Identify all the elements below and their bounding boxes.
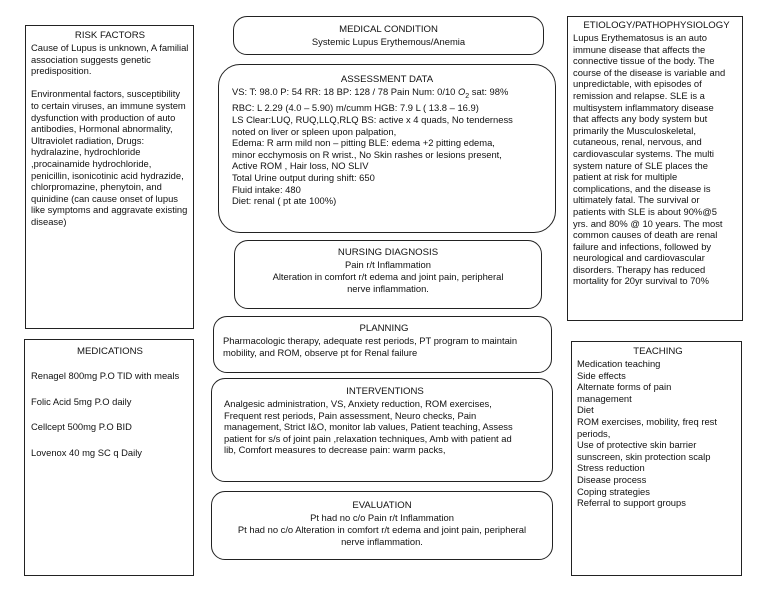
teaching-line: Medication teaching (577, 358, 661, 369)
etiology-line: patients with SLE is about 90%@5 (573, 205, 717, 217)
assessment-line: Edema: R arm mild non – pitting BLE: edema +2 pitting edema, (232, 137, 495, 149)
interventions-box (211, 378, 553, 482)
medical-condition-title: MEDICAL CONDITION (339, 24, 438, 35)
teaching-line: Referral to support groups (577, 497, 686, 509)
etiology-line: that affects any body system but (573, 113, 708, 125)
assessment-line: Total Urine output during shift: 650 (232, 172, 375, 184)
etiology-line: failure and infections, followed by (573, 240, 712, 252)
planning-title: PLANNING (359, 323, 409, 334)
medication-item: Cellcept 500mg P.O BID (31, 421, 132, 433)
teaching-title: TEACHING (633, 346, 683, 357)
etiology-line: connective tissue of the body. The (573, 55, 715, 67)
evaluation-line2: Pt had no c/o Alteration in comfort r/t edema and joint pain, peripheral (237, 523, 527, 535)
etiology-line: Lupus Erythematosus is an auto (573, 32, 707, 43)
etiology-line: patient at risk for multiple (573, 171, 678, 183)
medication-item: Lovenox 40 mg SC q Daily (31, 446, 142, 458)
risk-factors-box (25, 25, 194, 329)
teaching-box (571, 341, 742, 576)
teaching-line: Side effects (577, 369, 626, 381)
etiology-line: unpredictable, with episodes of (573, 78, 702, 90)
teaching-line: Stress reduction (577, 462, 645, 474)
etiology-line: disorders. Therapy has reduced (573, 263, 706, 275)
interventions-line: patient for s/s of joint pain ,relaxation techniques, Amb with patient ad (224, 432, 512, 444)
interventions-line: Analgesic administration, VS, Anxiety reduction, ROM exercises, (224, 398, 492, 409)
nursing-diagnosis-line3: nerve inflammation. (347, 282, 429, 294)
assessment-box (218, 64, 556, 233)
risk-factors-para2: Environmental factors, susceptibility to certain viruses, an immune system dysfunction with production of auto antibodies, Hormonal abnormality, Ultraviolet radiation, Drugs: hydralazine, hydrochloride ,procainamide hydrochloride, penicillin, isonicotinic acid hydrazide, chlorpromazine, phenytoin, and quinidine (can cause onset of lupus like symptoms and aggravate existing disease) (31, 88, 188, 227)
evaluation-box (211, 491, 553, 560)
assessment-line: Active ROM , Hair loss, NO SLIV (232, 160, 369, 172)
medical-condition-value: Systemic Lupus Erythemous/Anemia (311, 36, 466, 47)
assessment-line: LS Clear:LUQ, RUQ,LLQ,RLQ BS: active x 4 quads, No tenderness (232, 114, 513, 126)
etiology-line: yrs. and 80% @ 10 years. The most (573, 217, 723, 229)
etiology-title: ETIOLOGY/PATHOPHYSIOLOGY (583, 20, 730, 31)
etiology-line: multisystem inflammatory disease (573, 101, 714, 113)
assessment-line: Diet: renal ( pt ate 100%) (232, 195, 337, 207)
teaching-line: ROM exercises, mobility, freq rest (577, 415, 717, 427)
planning-line: mobility, and ROM, observe pt for Renal failure (223, 346, 418, 358)
assessment-line: minor ecchymosis on R wrist., No Skin rashes or lesions present, (232, 148, 502, 160)
interventions-line: lib, Comfort measures to decrease pain: warm packs, (224, 444, 446, 456)
etiology-line: primarily the Musculoskeletal, (573, 124, 696, 136)
evaluation-title: EVALUATION (352, 500, 412, 511)
interventions-line: management, Strict I&O, monitor lab values, Patient teaching, Assess (224, 421, 513, 433)
medications-box (24, 339, 194, 576)
assessment-line: RBC: L 2.29 (4.0 – 5.90) m/cumm HGB: 7.9 L ( 13.8 – 16.9) (232, 102, 479, 114)
etiology-line: cardiovascular systems. The multi (573, 147, 715, 159)
risk-factors-para1: Cause of Lupus is unknown, A familial association suggests genetic predisposition. (31, 42, 189, 77)
etiology-line: ultimately fatal. The survival or (573, 194, 700, 206)
interventions-title: INTERVENTIONS (346, 386, 424, 397)
etiology-line: remission and relapse. SLE is a (573, 89, 705, 101)
interventions-line: Frequent rest periods, Pain assessment, Neuro checks, Pain (224, 409, 477, 421)
teaching-line: Alternate forms of pain (577, 381, 672, 393)
medication-item: Renagel 800mg P.O TID with meals (31, 370, 180, 381)
medical-condition-box (233, 16, 544, 55)
medications-title: MEDICATIONS (77, 346, 143, 357)
assessment-line: Fluid intake: 480 (232, 183, 301, 195)
assessment-title: ASSESSMENT DATA (340, 74, 434, 85)
teaching-line: Disease process (577, 473, 647, 485)
teaching-line: periods, (577, 427, 611, 439)
teaching-line: Diet (577, 404, 594, 416)
evaluation-line3: nerve inflammation. (341, 535, 423, 547)
etiology-line: course of the disease is variable and (573, 66, 726, 78)
etiology-line: mortality for 20yr survival to 70% (573, 275, 709, 287)
risk-factors-title: RISK FACTORS (74, 30, 146, 41)
etiology-box (567, 16, 743, 321)
nursing-diagnosis-title: NURSING DIAGNOSIS (337, 247, 439, 258)
etiology-line: neurological and cardiovascular (573, 252, 705, 264)
teaching-line: sunscreen, skin protection scalp (577, 450, 711, 462)
etiology-line: immune disease that affects the (573, 43, 706, 55)
teaching-line: Coping strategies (577, 485, 650, 497)
etiology-line: system nature of SLE places the (573, 159, 708, 171)
etiology-line: common causes of death are renal (573, 229, 718, 241)
etiology-line: complications, and the disease is (573, 182, 711, 194)
nursing-diagnosis-line1: Pain r/t Inflammation (345, 259, 431, 270)
medication-item: Folic Acid 5mg P.O daily (31, 395, 132, 407)
nursing-diagnosis-line2: Alteration in comfort r/t edema and joint pain, peripheral (272, 270, 504, 282)
assessment-data (232, 86, 555, 207)
assessment-vs-line: VS: T: 98.0 P: 54 RR: 18 BP: 128 / 78 Pain Num: 0/10 $O_2$ sat: 98% (232, 86, 509, 100)
teaching-line: management (577, 392, 632, 404)
etiology-line: cutaneous, renal, nervous, and (573, 136, 702, 148)
assessment-line: noted on liver or spleen upon palpation, (232, 125, 397, 137)
teaching-line: Use of protective skin barrier (577, 439, 697, 451)
evaluation-line1: Pt had no c/o Pain r/t Inflammation (310, 512, 454, 523)
planning-box (213, 316, 552, 373)
nursing-diagnosis-box (234, 240, 542, 309)
planning-line: Pharmacologic therapy, adequate rest periods, PT program to maintain (223, 335, 518, 346)
